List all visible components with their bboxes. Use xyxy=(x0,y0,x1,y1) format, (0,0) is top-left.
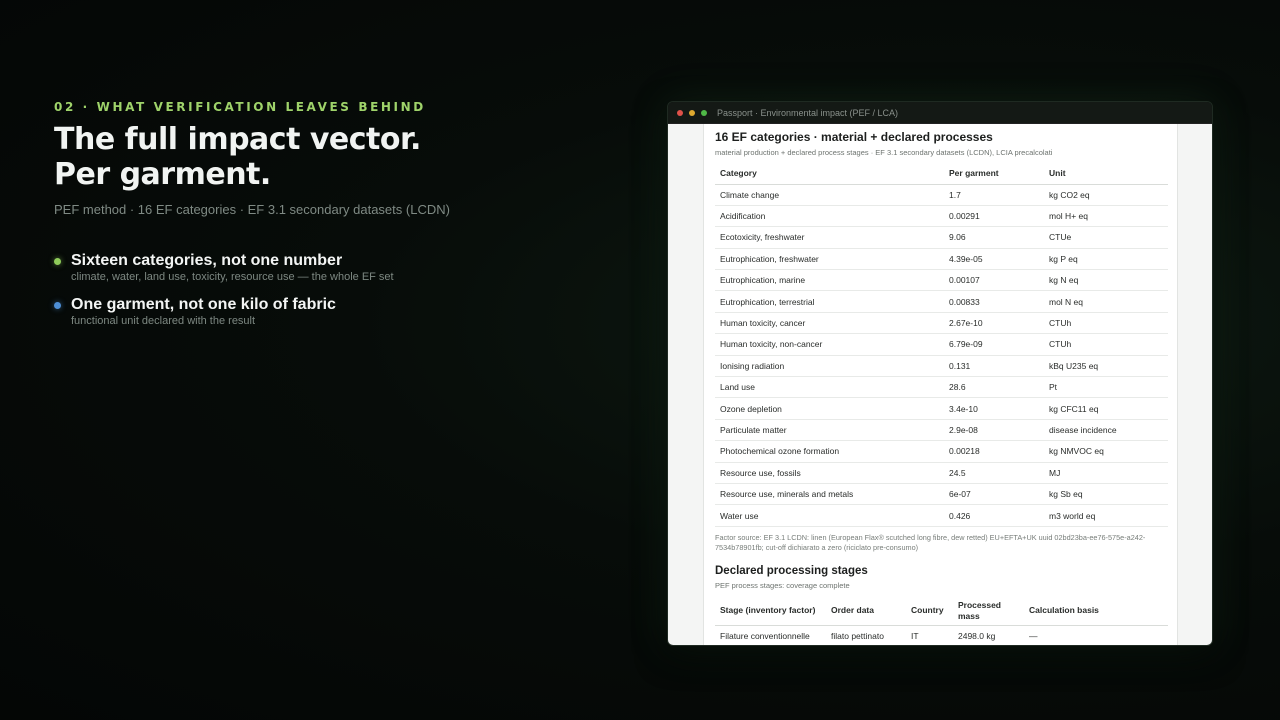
cell-unit: m3 world eq xyxy=(1044,505,1168,526)
minimize-window-icon[interactable] xyxy=(689,110,695,116)
table-row xyxy=(715,184,1168,205)
impact-table xyxy=(715,163,1168,527)
cell-unit: kg N eq xyxy=(1044,270,1168,291)
bullet-dot-green-icon xyxy=(54,258,61,265)
cell-unit: kg CO2 eq xyxy=(1044,184,1168,205)
cell-per-garment: 0.426 xyxy=(944,505,1044,526)
stages-table-body xyxy=(715,626,1168,645)
cell-category: Acidification xyxy=(715,205,944,226)
table-row xyxy=(715,312,1168,333)
table-row xyxy=(715,248,1168,269)
cell-per-garment: 4.39e-05 xyxy=(944,248,1044,269)
cell-per-garment: 0.00218 xyxy=(944,441,1044,462)
cell-unit: disease incidence xyxy=(1044,419,1168,440)
stages-table xyxy=(715,596,1168,645)
cell-unit: mol N eq xyxy=(1044,291,1168,312)
table-row xyxy=(715,205,1168,226)
table-row xyxy=(715,355,1168,376)
cell-unit: Pt xyxy=(1044,377,1168,398)
cell-per-garment: 6.79e-09 xyxy=(944,334,1044,355)
cell-category: Climate change xyxy=(715,184,944,205)
impact-table-body xyxy=(715,184,1168,526)
cell-unit: CTUe xyxy=(1044,227,1168,248)
bullet-desc: climate, water, land use, toxicity, resource use — the whole EF set xyxy=(71,271,394,283)
cell-per-garment: 0.00107 xyxy=(944,270,1044,291)
slide-text xyxy=(54,100,574,339)
header-stage: Stage (inventory factor) xyxy=(715,596,826,626)
cell-category: Human toxicity, non-cancer xyxy=(715,334,944,355)
table-row xyxy=(715,227,1168,248)
cell-order-data: filato pettinato xyxy=(826,626,906,645)
slide-title xyxy=(54,122,574,192)
header-order-data: Order data xyxy=(826,596,906,626)
factor-source-footnote: Factor source: EF 3.1 LCDN: linen (European Flax® scutched long fibre, dew retted) EU+EFTA+UK uuid 02bd23ba-ee76-575e-a242-7534b78901fb; cut-off dichiarato a zero (riciclato pre-consumo) xyxy=(715,532,1146,553)
bullet-title: Sixteen categories, not one number xyxy=(71,252,343,269)
impact-section-subtitle: material production + declared process stages · EF 3.1 secondary datasets (LCDN), LCIA precalcolati xyxy=(715,148,1053,157)
window-titlebar xyxy=(668,102,1212,124)
cell-country: IT xyxy=(906,626,953,645)
cell-per-garment: 2.9e-08 xyxy=(944,419,1044,440)
passport-window xyxy=(667,101,1213,646)
table-row xyxy=(715,505,1168,526)
cell-category: Water use xyxy=(715,505,944,526)
cell-unit: kBq U235 eq xyxy=(1044,355,1168,376)
table-row xyxy=(715,483,1168,504)
cell-stage: Filature conventionnelle xyxy=(715,626,826,645)
stages-section-title: Declared processing stages xyxy=(715,564,868,577)
bullet-dot-blue-icon xyxy=(54,302,61,309)
window-content[interactable] xyxy=(668,124,1212,645)
cell-category: Land use xyxy=(715,377,944,398)
cell-unit: CTUh xyxy=(1044,334,1168,355)
bullet-item xyxy=(54,251,574,283)
stages-table-header xyxy=(715,596,1168,626)
eyebrow: 02 · WHAT VERIFICATION LEAVES BEHIND xyxy=(54,100,426,114)
cell-per-garment: 2.67e-10 xyxy=(944,312,1044,333)
bullet-title: One garment, not one kilo of fabric xyxy=(71,296,336,313)
slide-title-line-1: The full impact vector. xyxy=(54,122,421,157)
cell-calculation-basis: — xyxy=(1024,626,1168,645)
cell-per-garment: 9.06 xyxy=(944,227,1044,248)
slide-subtitle: PEF method · 16 EF categories · EF 3.1 secondary datasets (LCDN) xyxy=(54,202,450,217)
cell-unit: mol H+ eq xyxy=(1044,205,1168,226)
header-processed-mass: Processed mass xyxy=(953,596,1024,626)
cell-per-garment: 1.7 xyxy=(944,184,1044,205)
cell-processed-mass: 2498.0 kg xyxy=(953,626,1024,645)
impact-section-title: 16 EF categories · material + declared processes xyxy=(715,130,993,144)
header-category: Category xyxy=(715,163,944,184)
cell-category: Ecotoxicity, freshwater xyxy=(715,227,944,248)
close-window-icon[interactable] xyxy=(677,110,683,116)
impact-table-header xyxy=(715,163,1168,184)
table-row xyxy=(715,377,1168,398)
cell-per-garment: 0.00291 xyxy=(944,205,1044,226)
table-row xyxy=(715,291,1168,312)
cell-category: Eutrophication, terrestrial xyxy=(715,291,944,312)
cell-unit: kg P eq xyxy=(1044,248,1168,269)
cell-category: Ionising radiation xyxy=(715,355,944,376)
cell-category: Photochemical ozone formation xyxy=(715,441,944,462)
table-row xyxy=(715,270,1168,291)
table-row xyxy=(715,626,1168,645)
bullet-desc: functional unit declared with the result xyxy=(71,315,256,327)
cell-category: Particulate matter xyxy=(715,419,944,440)
cell-unit: kg CFC11 eq xyxy=(1044,398,1168,419)
cell-unit: kg NMVOC eq xyxy=(1044,441,1168,462)
stages-section-subtitle: PEF process stages: coverage complete xyxy=(715,580,850,590)
cell-per-garment: 0.131 xyxy=(944,355,1044,376)
bullet-list xyxy=(54,251,574,327)
cell-unit: CTUh xyxy=(1044,312,1168,333)
cell-category: Eutrophication, freshwater xyxy=(715,248,944,269)
window-title: Passport · Environmental impact (PEF / LCA) xyxy=(717,107,899,118)
header-calculation-basis: Calculation basis xyxy=(1024,596,1168,626)
table-row xyxy=(715,441,1168,462)
cell-unit: kg Sb eq xyxy=(1044,483,1168,504)
table-row xyxy=(715,419,1168,440)
passport-panel xyxy=(703,124,1178,645)
header-per-garment: Per garment xyxy=(944,163,1044,184)
cell-category: Eutrophication, marine xyxy=(715,270,944,291)
cell-category: Resource use, minerals and metals xyxy=(715,483,944,504)
table-row xyxy=(715,398,1168,419)
cell-category: Resource use, fossils xyxy=(715,462,944,483)
header-country: Country xyxy=(906,596,953,626)
maximize-window-icon[interactable] xyxy=(701,110,707,116)
cell-category: Human toxicity, cancer xyxy=(715,312,944,333)
cell-unit: MJ xyxy=(1044,462,1168,483)
slide-title-line-2: Per garment. xyxy=(54,157,271,192)
cell-per-garment: 3.4e-10 xyxy=(944,398,1044,419)
cell-per-garment: 6e-07 xyxy=(944,483,1044,504)
cell-per-garment: 28.6 xyxy=(944,377,1044,398)
cell-category: Ozone depletion xyxy=(715,398,944,419)
cell-per-garment: 0.00833 xyxy=(944,291,1044,312)
cell-per-garment: 24.5 xyxy=(944,462,1044,483)
table-row xyxy=(715,462,1168,483)
header-unit: Unit xyxy=(1044,163,1168,184)
table-row xyxy=(715,334,1168,355)
bullet-item xyxy=(54,295,574,327)
